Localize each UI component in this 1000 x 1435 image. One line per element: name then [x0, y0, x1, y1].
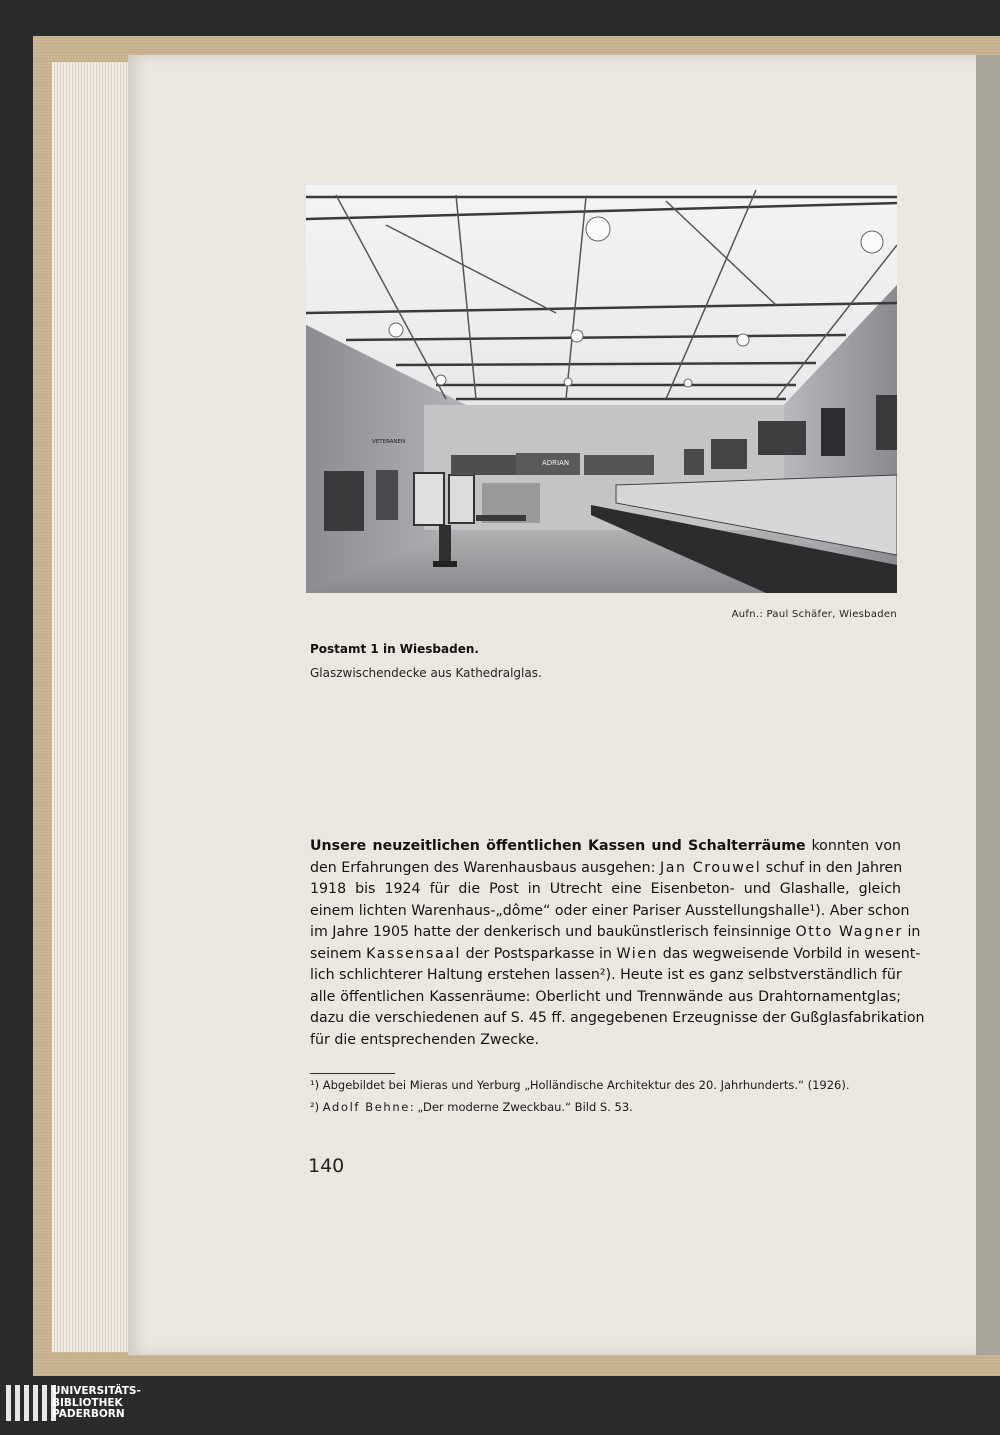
body-text-fragment: schuf in den Jahren	[761, 859, 903, 876]
body-line-7: lich schlichterer Haltung erstehen lassen²). Heute ist es ganz selbstverständlich für	[310, 967, 902, 983]
caption-subtitle: Glaszwischendecke aus Kathedralglas.	[310, 666, 542, 680]
body-text-fragment: in	[902, 924, 921, 940]
photo-credit: Aufn.: Paul Schäfer, Wiesbaden	[731, 609, 897, 620]
body-text-fragment: das wegweisende Vorbild in wesent-	[658, 945, 921, 962]
body-text-fragment: den Erfahrungen des Warenhausbaus ausgehen:	[310, 859, 660, 876]
library-logo-line-3: PADERBORN	[52, 1408, 125, 1420]
footnote-text: : „Der moderne Zweckbau.“ Bild S. 53.	[409, 1100, 633, 1114]
next-page-edge	[976, 55, 1000, 1355]
body-term-kassensaal: Kassensaal	[366, 945, 462, 962]
library-logo-line-1: UNIVERSITÄTS-	[52, 1385, 141, 1397]
caption-title: Postamt 1 in Wiesbaden.	[310, 642, 479, 656]
footnote-2	[310, 1100, 633, 1114]
body-place-wien: Wien	[616, 945, 659, 962]
page-edges	[52, 62, 132, 1352]
library-logo-line-2: BIBLIOTHEK	[52, 1396, 123, 1409]
body-paragraph	[310, 836, 925, 1051]
body-text-fragment: der Postsparkasse in	[461, 945, 617, 962]
footnote-1: ¹) Abgebildet bei Mieras und Yerburg „Holländische Architektur des 20. Jahrhunderts.“ (1926).	[310, 1078, 850, 1092]
body-line-9: dazu die verschiedenen auf S. 45 ff. angegebenen Erzeugnisse der Gußglasfabrikation	[310, 1010, 925, 1026]
body-line-4: einem lichten Warenhaus-„dôme“ oder einer Pariser Ausstellungshalle¹). Aber schon	[310, 902, 910, 919]
body-line-6	[310, 944, 921, 966]
page-number: 140	[308, 1155, 345, 1177]
library-logo-text	[52, 1386, 141, 1421]
body-line-1	[310, 836, 901, 858]
body-line-5	[310, 922, 921, 944]
body-text-fragment: seinem	[310, 945, 367, 962]
body-line-8: alle öffentlichen Kassenräume: Oberlicht und Trennwände aus Drahtornamentglas;	[310, 988, 901, 1005]
body-line-3: 1918 bis 1924 für die Post in Utrecht eine Eisenbeton- und Glashalle, gleich	[310, 881, 901, 897]
body-lead-in: Unsere neuzeitlichen öffentlichen Kassen und Schalterräume	[310, 838, 806, 854]
photo-sign-center: ADRIAN	[542, 459, 570, 467]
library-logo-icon	[6, 1385, 56, 1421]
body-name-crouwel: Jan Crouwel	[659, 859, 762, 876]
body-text-fragment: im Jahre 1905 hatte der denkerisch und baukünstlerisch feinsinnige	[310, 924, 796, 940]
footnote-divider	[310, 1073, 395, 1074]
body-line-10: für die entsprechenden Zwecke.	[310, 1031, 539, 1048]
body-name-wagner: Otto Wagner	[795, 924, 903, 940]
post-office-hall-photo	[306, 185, 897, 593]
footnote-author: Adolf Behne	[322, 1100, 410, 1114]
body-text-fragment: konnten von	[805, 838, 901, 854]
body-line-2	[310, 858, 901, 880]
footnote-marker: ²)	[310, 1100, 323, 1114]
photo-sign-left: VETERANEN	[372, 439, 406, 445]
library-logo-bar	[0, 1385, 1000, 1435]
